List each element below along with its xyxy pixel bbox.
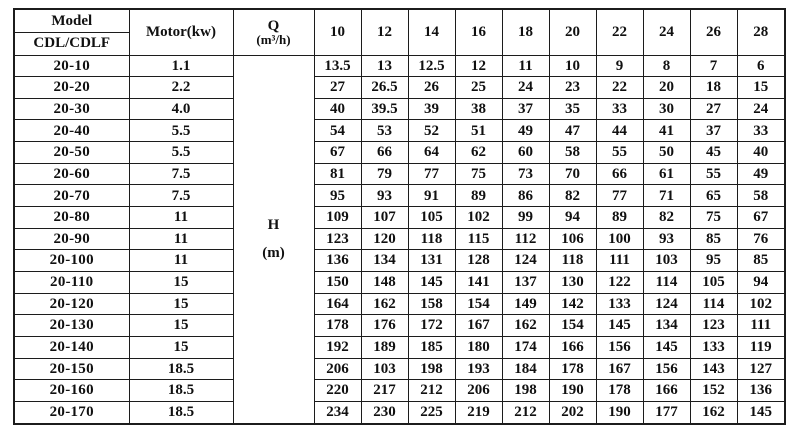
head-value-cell: 123 (314, 228, 361, 250)
head-value-cell: 143 (690, 358, 737, 380)
head-value-cell: 10 (549, 55, 596, 77)
flow-header-14: 14 (408, 9, 455, 55)
head-value-cell: 89 (596, 207, 643, 229)
table-row (14, 380, 785, 402)
head-value-cell: 18 (690, 77, 737, 99)
head-value-cell: 220 (314, 380, 361, 402)
head-value-cell: 148 (361, 272, 408, 294)
head-value-cell: 99 (502, 207, 549, 229)
head-value-cell: 13.5 (314, 55, 361, 77)
head-value-cell: 106 (549, 228, 596, 250)
motor-power-cell: 5.5 (129, 142, 233, 164)
head-value-cell: 127 (737, 358, 785, 380)
model-cell: 20-150 (14, 358, 129, 380)
motor-power-cell: 15 (129, 315, 233, 337)
table-row (14, 98, 785, 120)
head-value-cell: 62 (455, 142, 502, 164)
head-value-cell: 109 (314, 207, 361, 229)
head-value-cell: 158 (408, 293, 455, 315)
table-row (14, 228, 785, 250)
model-cell: 20-70 (14, 185, 129, 207)
flow-header-26: 26 (690, 9, 737, 55)
head-value-cell: 33 (737, 120, 785, 142)
head-value-cell: 103 (643, 250, 690, 272)
head-value-cell: 67 (314, 142, 361, 164)
head-value-cell: 120 (361, 228, 408, 250)
head-value-cell: 12 (455, 55, 502, 77)
head-value-cell: 124 (643, 293, 690, 315)
table-row (14, 358, 785, 380)
head-value-cell: 193 (455, 358, 502, 380)
head-value-cell: 22 (596, 77, 643, 99)
flow-header-12: 12 (361, 9, 408, 55)
model-cell: 20-100 (14, 250, 129, 272)
h-label: H (267, 217, 280, 234)
head-value-cell: 178 (314, 315, 361, 337)
head-value-cell: 37 (502, 98, 549, 120)
head-value-cell: 24 (737, 98, 785, 120)
head-value-cell: 93 (361, 185, 408, 207)
table-row (14, 293, 785, 315)
head-value-cell: 114 (643, 272, 690, 294)
head-value-cell: 100 (596, 228, 643, 250)
head-value-cell: 189 (361, 337, 408, 359)
flow-header-10: 10 (314, 9, 361, 55)
model-cell: 20-110 (14, 272, 129, 294)
motor-power-cell: 15 (129, 293, 233, 315)
head-value-cell: 37 (690, 120, 737, 142)
head-value-cell: 51 (455, 120, 502, 142)
head-value-cell: 145 (643, 337, 690, 359)
head-value-cell: 49 (737, 163, 785, 185)
head-value-cell: 60 (502, 142, 549, 164)
motor-power-cell: 7.5 (129, 185, 233, 207)
head-value-cell: 112 (502, 228, 549, 250)
model-cell: 20-30 (14, 98, 129, 120)
head-value-cell: 76 (737, 228, 785, 250)
head-value-cell: 33 (596, 98, 643, 120)
head-value-cell: 77 (408, 163, 455, 185)
head-value-cell: 8 (643, 55, 690, 77)
head-value-cell: 184 (502, 358, 549, 380)
head-value-cell: 102 (737, 293, 785, 315)
head-value-cell: 178 (549, 358, 596, 380)
head-value-cell: 26 (408, 77, 455, 99)
head-value-cell: 174 (502, 337, 549, 359)
head-value-cell: 123 (690, 315, 737, 337)
flow-header-22: 22 (596, 9, 643, 55)
head-value-cell: 172 (408, 315, 455, 337)
head-value-cell: 149 (502, 293, 549, 315)
motor-power-cell: 1.1 (129, 55, 233, 77)
head-value-cell: 39.5 (361, 98, 408, 120)
motor-header: Motor(kw) (129, 9, 233, 55)
motor-power-cell: 18.5 (129, 402, 233, 425)
head-value-cell: 50 (643, 142, 690, 164)
head-value-cell: 47 (549, 120, 596, 142)
head-value-cell: 64 (408, 142, 455, 164)
head-value-cell: 145 (596, 315, 643, 337)
table-row (14, 207, 785, 229)
pump-performance-table (13, 8, 786, 425)
head-value-cell: 167 (596, 358, 643, 380)
head-value-cell: 217 (361, 380, 408, 402)
head-value-cell: 141 (455, 272, 502, 294)
head-value-cell: 198 (408, 358, 455, 380)
head-value-cell: 202 (549, 402, 596, 425)
head-value-cell: 119 (737, 337, 785, 359)
head-value-cell: 65 (690, 185, 737, 207)
motor-power-cell: 11 (129, 250, 233, 272)
head-value-cell: 136 (314, 250, 361, 272)
model-cell: 20-140 (14, 337, 129, 359)
model-cell: 20-90 (14, 228, 129, 250)
model-cell: 20-50 (14, 142, 129, 164)
head-value-cell: 145 (737, 402, 785, 425)
head-value-cell: 86 (502, 185, 549, 207)
table-row (14, 77, 785, 99)
head-value-cell: 94 (549, 207, 596, 229)
head-value-cell: 107 (361, 207, 408, 229)
motor-power-cell: 15 (129, 337, 233, 359)
head-value-cell: 133 (596, 293, 643, 315)
head-value-cell: 12.5 (408, 55, 455, 77)
head-value-cell: 212 (408, 380, 455, 402)
head-value-cell: 55 (690, 163, 737, 185)
head-value-cell: 150 (314, 272, 361, 294)
head-value-cell: 133 (690, 337, 737, 359)
table-row (14, 272, 785, 294)
head-value-cell: 176 (361, 315, 408, 337)
head-value-cell: 178 (596, 380, 643, 402)
model-series-header: CDL/CDLF (14, 32, 129, 55)
h-unit-label: (m) (262, 245, 285, 262)
head-value-cell: 39 (408, 98, 455, 120)
model-cell: 20-80 (14, 207, 129, 229)
table-row (14, 142, 785, 164)
head-value-cell: 85 (737, 250, 785, 272)
head-value-cell: 136 (737, 380, 785, 402)
head-value-cell: 190 (596, 402, 643, 425)
head-value-cell: 13 (361, 55, 408, 77)
head-value-cell: 44 (596, 120, 643, 142)
head-value-cell: 234 (314, 402, 361, 425)
head-value-cell: 162 (690, 402, 737, 425)
head-value-cell: 11 (502, 55, 549, 77)
motor-power-cell: 5.5 (129, 120, 233, 142)
head-value-cell: 35 (549, 98, 596, 120)
flow-header-16: 16 (455, 9, 502, 55)
head-value-cell: 122 (596, 272, 643, 294)
head-value-cell: 54 (314, 120, 361, 142)
head-value-cell: 180 (455, 337, 502, 359)
head-value-cell: 105 (408, 207, 455, 229)
head-value-cell: 95 (690, 250, 737, 272)
motor-power-cell: 2.2 (129, 77, 233, 99)
model-cell: 20-130 (14, 315, 129, 337)
head-value-cell: 164 (314, 293, 361, 315)
head-value-cell: 75 (455, 163, 502, 185)
head-value-cell: 190 (549, 380, 596, 402)
head-value-cell: 162 (502, 315, 549, 337)
head-value-cell: 102 (455, 207, 502, 229)
head-value-cell: 134 (361, 250, 408, 272)
head-value-cell: 40 (314, 98, 361, 120)
motor-power-cell: 11 (129, 228, 233, 250)
head-value-cell: 45 (690, 142, 737, 164)
head-value-cell: 185 (408, 337, 455, 359)
model-cell: 20-10 (14, 55, 129, 77)
head-value-cell: 58 (549, 142, 596, 164)
head-value-cell: 154 (455, 293, 502, 315)
head-value-cell: 177 (643, 402, 690, 425)
head-value-cell: 24 (502, 77, 549, 99)
head-value-cell: 118 (549, 250, 596, 272)
head-value-cell: 55 (596, 142, 643, 164)
head-value-cell: 67 (737, 207, 785, 229)
head-value-cell: 70 (549, 163, 596, 185)
head-value-cell: 145 (408, 272, 455, 294)
head-value-cell: 71 (643, 185, 690, 207)
head-value-cell: 111 (596, 250, 643, 272)
head-value-cell: 115 (455, 228, 502, 250)
flow-header-24: 24 (643, 9, 690, 55)
head-value-cell: 25 (455, 77, 502, 99)
head-value-cell: 6 (737, 55, 785, 77)
head-value-cell: 41 (643, 120, 690, 142)
head-value-cell: 61 (643, 163, 690, 185)
head-value-cell: 130 (549, 272, 596, 294)
head-value-cell: 15 (737, 77, 785, 99)
head-value-cell: 114 (690, 293, 737, 315)
flow-header-20: 20 (549, 9, 596, 55)
head-value-cell: 137 (502, 272, 549, 294)
table-row (14, 120, 785, 142)
table-row (14, 55, 785, 77)
head-value-cell: 38 (455, 98, 502, 120)
head-value-cell: 111 (737, 315, 785, 337)
head-value-cell: 23 (549, 77, 596, 99)
model-header: Model (14, 9, 129, 32)
head-value-cell: 91 (408, 185, 455, 207)
head-value-cell: 212 (502, 402, 549, 425)
head-value-cell: 167 (455, 315, 502, 337)
head-value-cell: 156 (596, 337, 643, 359)
model-cell: 20-60 (14, 163, 129, 185)
model-cell: 20-120 (14, 293, 129, 315)
head-value-cell: 128 (455, 250, 502, 272)
head-value-cell: 124 (502, 250, 549, 272)
model-cell: 20-160 (14, 380, 129, 402)
table-row (14, 337, 785, 359)
head-value-cell: 30 (643, 98, 690, 120)
head-value-cell: 206 (314, 358, 361, 380)
head-value-cell: 192 (314, 337, 361, 359)
head-value-cell: 77 (596, 185, 643, 207)
head-value-cell: 206 (455, 380, 502, 402)
head-value-cell: 20 (643, 77, 690, 99)
model-cell: 20-170 (14, 402, 129, 425)
head-value-cell: 89 (455, 185, 502, 207)
head-value-cell: 152 (690, 380, 737, 402)
q-flow-header (233, 9, 314, 55)
motor-power-cell: 4.0 (129, 98, 233, 120)
q-label: Q (267, 17, 280, 34)
motor-power-cell: 7.5 (129, 163, 233, 185)
head-value-cell: 82 (643, 207, 690, 229)
head-value-cell: 27 (690, 98, 737, 120)
head-value-cell: 79 (361, 163, 408, 185)
flow-header-28: 28 (737, 9, 785, 55)
head-value-cell: 103 (361, 358, 408, 380)
head-value-cell: 105 (690, 272, 737, 294)
head-value-cell: 26.5 (361, 77, 408, 99)
head-value-cell: 93 (643, 228, 690, 250)
head-value-cell: 166 (643, 380, 690, 402)
table-row (14, 250, 785, 272)
head-value-cell: 131 (408, 250, 455, 272)
flow-header-18: 18 (502, 9, 549, 55)
head-value-cell: 94 (737, 272, 785, 294)
model-cell: 20-20 (14, 77, 129, 99)
q-unit-label: (m³/h) (256, 31, 291, 47)
table-row (14, 163, 785, 185)
motor-power-cell: 18.5 (129, 358, 233, 380)
head-value-cell: 95 (314, 185, 361, 207)
head-value-cell: 75 (690, 207, 737, 229)
head-value-cell: 53 (361, 120, 408, 142)
header-row-top (14, 9, 785, 32)
head-value-cell: 162 (361, 293, 408, 315)
head-value-cell: 27 (314, 77, 361, 99)
table-row (14, 402, 785, 425)
head-value-cell: 49 (502, 120, 549, 142)
table-row (14, 315, 785, 337)
head-value-cell: 52 (408, 120, 455, 142)
head-value-cell: 198 (502, 380, 549, 402)
head-value-cell: 58 (737, 185, 785, 207)
head-value-cell: 9 (596, 55, 643, 77)
head-value-cell: 82 (549, 185, 596, 207)
head-value-cell: 225 (408, 402, 455, 425)
head-value-cell: 7 (690, 55, 737, 77)
head-value-cell: 134 (643, 315, 690, 337)
head-value-cell: 66 (596, 163, 643, 185)
head-value-cell: 154 (549, 315, 596, 337)
head-value-cell: 166 (549, 337, 596, 359)
head-value-cell: 219 (455, 402, 502, 425)
head-value-cell: 156 (643, 358, 690, 380)
motor-power-cell: 15 (129, 272, 233, 294)
head-value-cell: 118 (408, 228, 455, 250)
head-value-cell: 230 (361, 402, 408, 425)
motor-power-cell: 18.5 (129, 380, 233, 402)
head-value-cell: 85 (690, 228, 737, 250)
head-unit-cell (233, 55, 314, 424)
head-value-cell: 81 (314, 163, 361, 185)
model-cell: 20-40 (14, 120, 129, 142)
motor-power-cell: 11 (129, 207, 233, 229)
head-value-cell: 66 (361, 142, 408, 164)
head-value-cell: 73 (502, 163, 549, 185)
head-value-cell: 40 (737, 142, 785, 164)
table-row (14, 185, 785, 207)
head-value-cell: 142 (549, 293, 596, 315)
